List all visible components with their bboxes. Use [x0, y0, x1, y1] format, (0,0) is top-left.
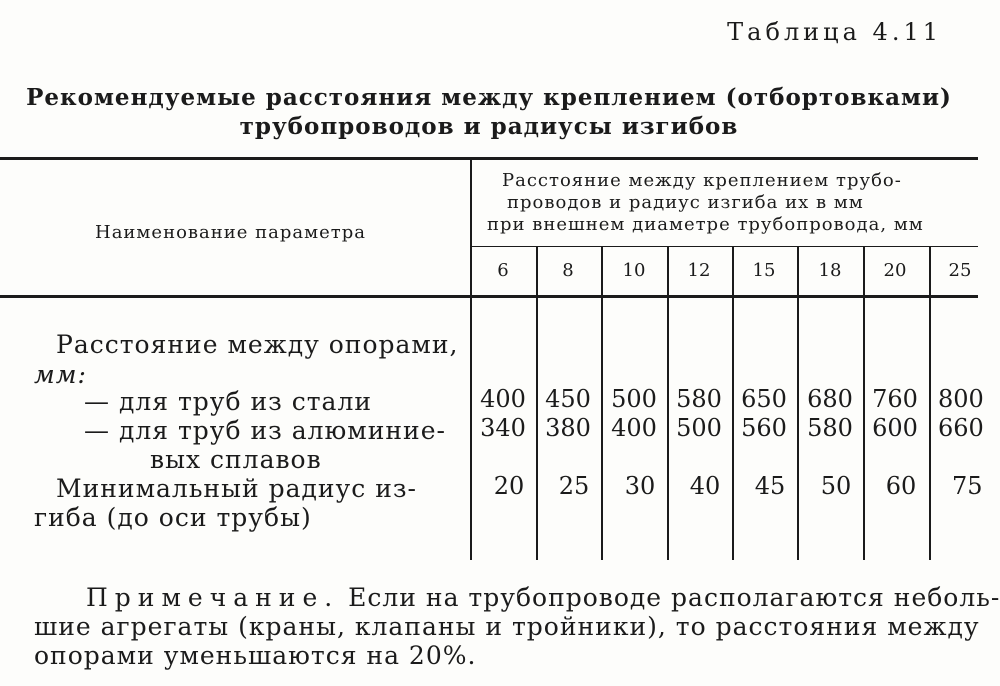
table-cell: 60 [885, 472, 917, 500]
diameter-header: 18 [818, 260, 842, 281]
row-label-supports: Расстояние между опорами, [56, 330, 459, 359]
table-title-line-1: Рекомендуемые расстояния между креплением (отбортовками) [26, 84, 952, 111]
note-line-1 [86, 583, 1000, 612]
row-label-aluminum: — для труб из алюминие- [84, 416, 446, 445]
table-cell: 560 [741, 414, 787, 442]
table-title-line-2: трубопроводов и радиусы изгибов [239, 113, 739, 140]
table-number: Таблица 4.11 [727, 18, 942, 46]
diameter-header: 15 [752, 260, 776, 281]
header-bottom-rule [0, 295, 978, 298]
row-label-aluminum-cont: вых сплавов [150, 445, 322, 474]
note-lead: Примечание. [86, 583, 340, 612]
row-label-supports-unit: мм: [34, 360, 87, 389]
diameter-header: 20 [883, 260, 907, 281]
table-cell: 600 [872, 414, 918, 442]
table-cell: 340 [480, 414, 526, 442]
diameter-header: 10 [622, 260, 646, 281]
diameter-header: 25 [948, 260, 972, 281]
table-cell: 660 [938, 414, 984, 442]
table-cell: 50 [820, 472, 852, 500]
table-cell: 380 [545, 414, 591, 442]
table-cell: 20 [493, 472, 525, 500]
table-cell: 45 [754, 472, 786, 500]
header-group-line-1: Расстояние между креплением трубо- [502, 170, 902, 191]
header-group-line-3: при внешнем диаметре трубопровода, мм [487, 214, 924, 235]
row-label-steel: — для труб из стали [84, 387, 373, 416]
row-label-radius-cont: гиба (до оси трубы) [34, 503, 312, 532]
table-cell: 580 [807, 414, 853, 442]
table-cell: 800 [938, 385, 984, 413]
header-parameter-name: Наименование параметра [95, 222, 366, 243]
table-cell: 400 [480, 385, 526, 413]
diameter-header: 12 [687, 260, 711, 281]
row-label-radius: Минимальный радиус из- [56, 474, 417, 503]
table-cell: 25 [558, 472, 590, 500]
note-line-2: шие агрегаты (краны, клапаны и тройники), то расстояния между [34, 612, 980, 641]
table-cell: 40 [689, 472, 721, 500]
note-text-1: Если на трубопроводе располагаются неболь- [348, 583, 1000, 612]
table-cell: 75 [952, 472, 983, 500]
table-cell: 650 [741, 385, 787, 413]
table-cell: 30 [624, 472, 656, 500]
table-cell: 580 [676, 385, 722, 413]
table-cell: 500 [676, 414, 722, 442]
note-line-3: опорами уменьшаются на 20%. [34, 641, 477, 670]
table-cell: 400 [611, 414, 657, 442]
diameter-header: 8 [562, 260, 574, 281]
column-divider-main [470, 160, 472, 560]
table-top-rule [0, 157, 978, 160]
header-group-line-2: проводов и радиус изгиба их в мм [507, 192, 864, 213]
table-cell: 760 [872, 385, 918, 413]
table-cell: 450 [545, 385, 591, 413]
table-cell: 680 [807, 385, 853, 413]
diameter-header: 6 [497, 260, 509, 281]
table-cell: 500 [611, 385, 657, 413]
header-inner-rule [470, 246, 978, 247]
